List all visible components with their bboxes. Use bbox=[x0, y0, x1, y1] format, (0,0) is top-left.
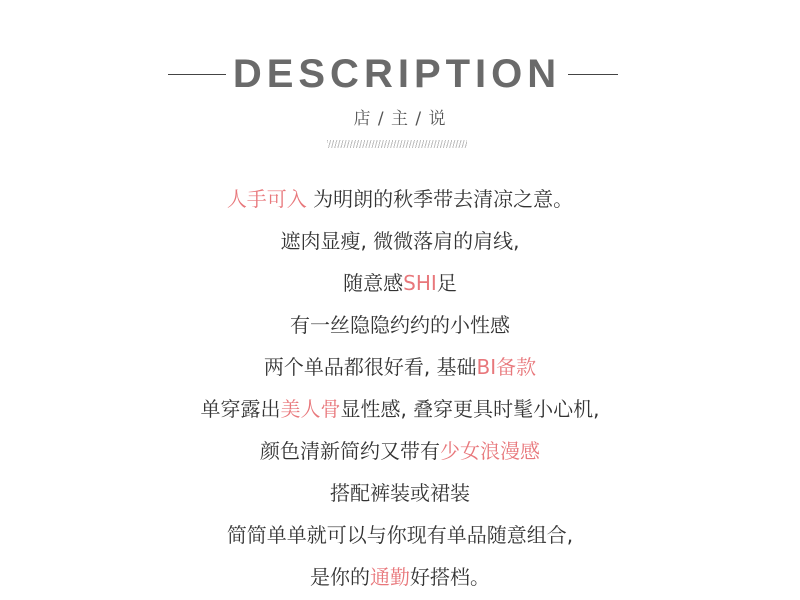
highlight-text: SHI bbox=[403, 271, 437, 295]
description-heading bbox=[0, 48, 800, 104]
line-text: 遮肉显瘦, 微微落肩的肩线, bbox=[280, 229, 520, 253]
shop-owner-says: 店 / 主 / 说 bbox=[353, 109, 447, 129]
line-text: 足 bbox=[436, 271, 457, 295]
decorative-slash-divider bbox=[327, 140, 467, 148]
line-text: 两个单品都很好看, 基础 bbox=[263, 355, 477, 379]
highlight-text: 美人骨 bbox=[280, 397, 341, 421]
line-text: 颜色清新简约又带有 bbox=[260, 439, 440, 463]
line-text: 简简单单就可以与你现有单品随意组合, bbox=[226, 523, 574, 547]
description-line bbox=[0, 220, 800, 262]
highlight-text: 人手可入 bbox=[226, 187, 307, 211]
highlight-text: 少女浪漫感 bbox=[440, 439, 540, 463]
page-title: DESCRIPTION bbox=[232, 52, 562, 96]
line-text: 为明朗的秋季带去清凉之意。 bbox=[306, 187, 574, 211]
description-line bbox=[0, 304, 800, 346]
line-text: 搭配裤装或裙装 bbox=[330, 481, 470, 505]
description-line bbox=[0, 262, 800, 304]
description-line bbox=[0, 514, 800, 556]
heading-right-rule bbox=[568, 74, 618, 75]
description-line bbox=[0, 430, 800, 472]
line-text: 好搭档。 bbox=[410, 565, 490, 589]
line-text: 有一丝隐隐约约的小性感 bbox=[290, 313, 510, 337]
description-line bbox=[0, 556, 800, 598]
highlight-text: BI备款 bbox=[476, 355, 537, 379]
description-line bbox=[0, 388, 800, 430]
line-text: 是你的 bbox=[310, 565, 370, 589]
line-text: 单穿露出 bbox=[200, 397, 281, 421]
description-line bbox=[0, 178, 800, 220]
line-text: 随意感 bbox=[343, 271, 404, 295]
line-text: 显性感, 叠穿更具时髦小心机, bbox=[340, 397, 600, 421]
description-line bbox=[0, 472, 800, 514]
highlight-text: 通勤 bbox=[370, 565, 410, 589]
heading-left-rule bbox=[168, 74, 226, 75]
description-body bbox=[0, 178, 800, 598]
description-line bbox=[0, 346, 800, 388]
